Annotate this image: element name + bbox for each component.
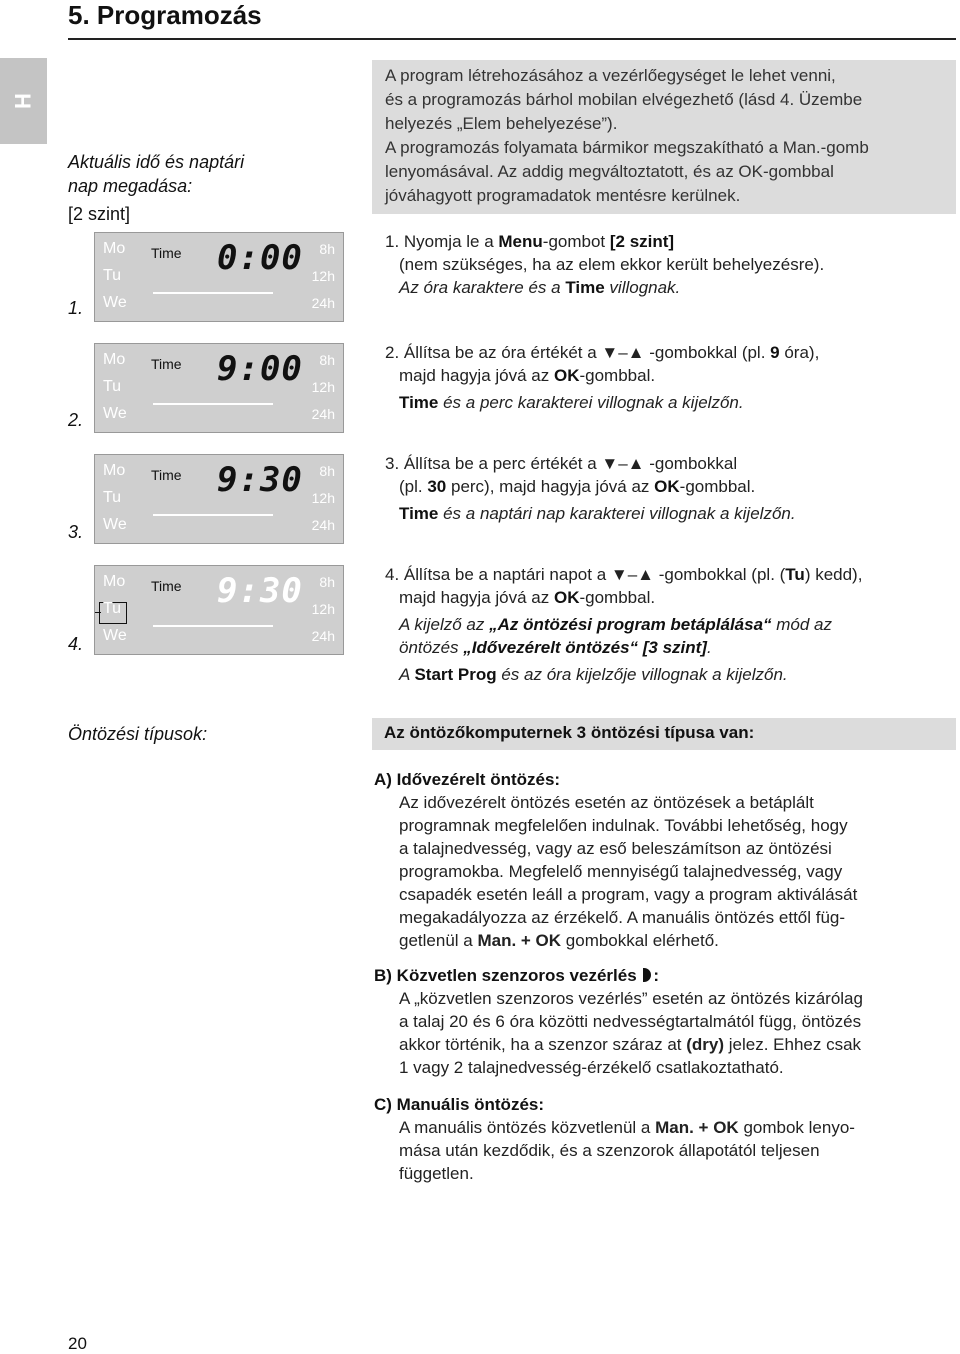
step-keyword: OK [553, 588, 580, 607]
step-text: -gombbal. [579, 588, 656, 607]
type-a-text: getlenül a [399, 931, 478, 950]
type-a-line: programokba. Megfelelő mennyiségű talajnedvesség, vagy [399, 862, 843, 881]
language-tab [0, 58, 47, 144]
type-c-text: A manuális öntözés közvetlenül a [399, 1118, 656, 1137]
step-keyword: 9 [770, 343, 780, 362]
types-side-label: Öntözési típusok: [68, 724, 208, 744]
step-text: A [399, 665, 415, 684]
step-text: 3. Állítsa be a perc értékét a ▼–▲ -gombokkal [385, 454, 738, 473]
type-b-section [374, 964, 954, 1079]
step-text: villognak. [604, 278, 681, 297]
step-4-text [385, 563, 955, 686]
step-text: óra), [779, 343, 820, 362]
type-c-keyword: Man. + OK [655, 1118, 739, 1137]
step-number: 2. [68, 410, 84, 430]
lcd-day: We [103, 294, 127, 311]
type-b-keyword: (dry) [686, 1035, 725, 1054]
lcd-unit: 12h [311, 601, 335, 617]
types-box [372, 718, 956, 750]
type-c-section [374, 1093, 954, 1185]
lcd-bar [153, 403, 273, 405]
lcd-unit: 8h [319, 241, 335, 257]
type-b-line: A „közvetlen szenzoros vezérlés” esetén az öntözés kizárólag [399, 989, 863, 1008]
types-box-title: Az öntözőkomputernek 3 öntözési típusa van: [384, 723, 755, 742]
step-keyword: [2 szint] [609, 232, 675, 251]
type-b-line: 1 vagy 2 talajnedvesség-érzékelő csatlakoztatható. [399, 1058, 784, 1077]
step-text: majd hagyja jóvá az [399, 588, 554, 607]
type-a-section [374, 768, 954, 952]
type-a-line: programnak megfelelően indulnak. További lehetőség, hogy [399, 816, 848, 835]
lcd-day: Mo [103, 462, 126, 479]
type-c-text: gombok lenyo- [738, 1118, 855, 1137]
step-keyword: Time [399, 504, 439, 523]
step-2-text [385, 341, 955, 414]
step-text: ) kedd), [804, 565, 863, 584]
lcd-day: Tu [103, 489, 122, 506]
lcd-digits-value: 0:00 [217, 238, 303, 278]
step-keyword: „Idővezérelt öntözés“ [3 szint] [463, 638, 707, 657]
type-b-heading-end: : [653, 966, 660, 985]
type-c-heading: C) Manuális öntözés: [374, 1095, 545, 1114]
step-keyword: „Az öntözési program betáplálása“ [489, 615, 772, 634]
step-text: 4. Állítsa be a naptári napot a ▼–▲ -gombokkal (pl. ( [385, 565, 786, 584]
page-title: 5. Programozás [68, 0, 262, 30]
type-a-line: megakadályozza az érzékelő. A manuális öntözés ettől füg- [399, 908, 846, 927]
step-text: mód az [771, 615, 833, 634]
lcd-digits [217, 239, 303, 277]
step-text: 1. Nyomja le a [385, 232, 499, 251]
step-text: és a naptári nap karakterei villognak a kijelzőn. [438, 504, 796, 523]
lcd-day: We [103, 627, 127, 644]
lcd-unit: 24h [311, 295, 335, 311]
type-b-text: akkor történik, ha a szenzor száraz at [399, 1035, 687, 1054]
lcd-unit: 24h [311, 628, 335, 644]
lcd-digits-value: 9:30 [217, 460, 303, 500]
step-text: 2. Állítsa be az óra értékét a ▼–▲ -gombokkal (pl. [385, 343, 771, 362]
step-number: 1. [68, 298, 84, 318]
step-text: majd hagyja jóvá az [399, 366, 554, 385]
lcd-unit: 8h [319, 574, 335, 590]
step-number: 4. [68, 634, 84, 654]
lcd-unit: 8h [319, 463, 335, 479]
step-1-text [385, 230, 955, 299]
step-keyword: Time [399, 393, 439, 412]
lcd-bar [153, 625, 273, 627]
lcd-day: Tu [103, 600, 122, 617]
lcd-bar [153, 514, 273, 516]
step-number: 3. [68, 522, 84, 542]
lcd-digits [217, 350, 303, 388]
language-tab-label: H [10, 93, 36, 109]
title-divider [68, 38, 956, 40]
step-keyword: OK [553, 366, 580, 385]
step-text: és az óra kijelzője villognak a kijelzőn. [496, 665, 788, 684]
step-keyword: Start Prog [414, 665, 497, 684]
type-c-line: mása után kezdődik, és a szenzorok állapotától teljesen [399, 1141, 820, 1160]
step-text: . [706, 638, 712, 657]
lcd-day: We [103, 516, 127, 533]
lcd-day: Mo [103, 240, 126, 257]
step-keyword: Menu [498, 232, 543, 251]
type-a-line: Az idővezérelt öntözés esetén az öntözések a betáplált [399, 793, 814, 812]
lcd-time-label: Time [151, 356, 182, 372]
lcd-day: Tu [103, 378, 122, 395]
step-text: öntözés [399, 638, 464, 657]
lcd-day: Mo [103, 351, 126, 368]
lcd-digits [217, 461, 303, 499]
lcd-digits [217, 572, 303, 610]
type-a-heading: A) Idővezérelt öntözés: [374, 770, 561, 789]
lcd-unit: 24h [311, 517, 335, 533]
intro-line: A programozás folyamata bármikor megszakítható a Man.-gomb [385, 138, 869, 157]
step-keyword: Time [565, 278, 605, 297]
step-keyword: OK [654, 477, 680, 496]
lcd-display [94, 565, 344, 655]
side-label-title [68, 150, 244, 226]
step-text: Az óra karaktere és a [399, 278, 566, 297]
page-number: 20 [68, 1334, 87, 1353]
step-text: (pl. [399, 477, 428, 496]
type-a-line: csapadék esetén leáll a program, vagy a program aktiválását [399, 885, 858, 904]
lcd-display [94, 343, 344, 433]
intro-line: A program létrehozásához a vezérlőegységet le lehet venni, [385, 66, 836, 85]
moon-sensor-icon [643, 968, 651, 982]
step-text: -gombbal. [679, 477, 756, 496]
step-keyword: Tu [785, 565, 805, 584]
side-label-level: [2 szint] [68, 204, 131, 224]
step-text: A kijelző az [399, 615, 490, 634]
intro-line: helyezés „Elem behelyezése”). [385, 114, 618, 133]
lcd-time-label: Time [151, 245, 182, 261]
step-text: (nem szükséges, ha az elem ekkor került behelyezésre). [399, 255, 825, 274]
type-b-heading: B) Közvetlen szenzoros vezérlés [374, 966, 637, 985]
lcd-unit: 24h [311, 406, 335, 422]
intro-line: és a programozás bárhol mobilan elvégezhető (lásd 4. Üzembe [385, 90, 863, 109]
lcd-display [94, 232, 344, 322]
lcd-day: Tu [103, 267, 122, 284]
side-label-line: Aktuális idő és naptári [68, 152, 245, 172]
lcd-digits-value: 9:00 [217, 349, 303, 389]
step-3-text [385, 452, 955, 525]
type-b-line: a talaj 20 és 6 óra közötti nedvességtartalmától függ, öntözés [399, 1012, 862, 1031]
step-keyword: 30 [427, 477, 447, 496]
type-b-text: jelez. Ehhez csak [724, 1035, 862, 1054]
side-label-line: nap megadása: [68, 176, 193, 196]
lcd-display [94, 454, 344, 544]
lcd-unit: 12h [311, 379, 335, 395]
lcd-digits-value: 9:30 [217, 571, 303, 611]
intro-line: lenyomásával. Az addig megváltoztatott, és az OK-gombbal [385, 162, 834, 181]
lcd-unit: 12h [311, 268, 335, 284]
step-text: -gombbal. [579, 366, 656, 385]
lcd-unit: 12h [311, 490, 335, 506]
lcd-day: Mo [103, 573, 126, 590]
lcd-day: We [103, 405, 127, 422]
type-c-line: független. [399, 1164, 474, 1183]
intro-line: jóváhagyott programadatok mentésre kerülnek. [385, 186, 741, 205]
lcd-time-label: Time [151, 467, 182, 483]
intro-text [385, 64, 955, 208]
lcd-unit: 8h [319, 352, 335, 368]
lcd-bar [153, 292, 273, 294]
lcd-time-label: Time [151, 578, 182, 594]
step-text: -gombot [542, 232, 610, 251]
type-a-keyword: Man. + OK [477, 931, 562, 950]
type-a-text: gombokkal elérhető. [561, 931, 719, 950]
step-text: perc), majd hagyja jóvá az [446, 477, 655, 496]
type-a-line: a talajnedvesség, vagy az eső beleszámítson az öntözési [399, 839, 832, 858]
step-text: és a perc karakterei villognak a kijelzőn. [438, 393, 744, 412]
